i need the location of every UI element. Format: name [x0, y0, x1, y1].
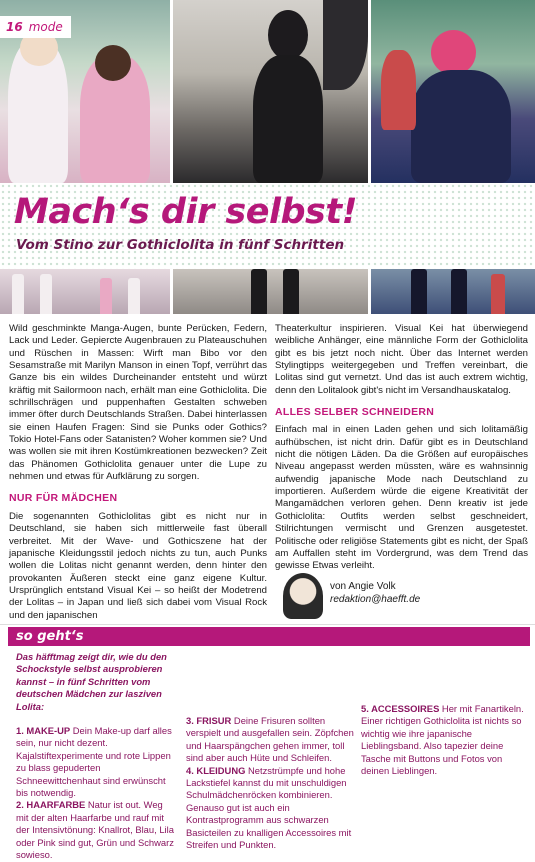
subheadline: Vom Stino zur Gothiclolita in fünf Schritten [16, 237, 345, 253]
box-title: so geht‘s [16, 629, 84, 644]
photo-strip-right [371, 269, 535, 314]
section-heading: NUR FÜR MÄDCHEN [9, 492, 118, 505]
article-column-left [9, 323, 267, 622]
author-photo [283, 573, 323, 619]
article-column-right [275, 323, 528, 573]
box-column-3 [361, 651, 529, 777]
page-number: 16 [6, 20, 23, 34]
article-paragraph: Die sogenannten Gothiclolitas gibt es nicht nur in Deutschland, sie haben sich mittlerweile fast überall verbreitet. Mit der Wave- und Gothicszene hat der japanische Kleidungsstil jedoch nichts zu tun, auch Punks wollen die Lolitas nicht genannt werden, denn hinter den provokanten Äußeren steckt eine ganz eigene Kultur. Ursprünglich entstand Visual Kei – so heißt der Modetrend der Lolitas – in Japan und ließ sich dabei vom Visual Rock und den japanischen [9, 510, 267, 621]
box-title-bar [8, 627, 530, 646]
headline: Mach‘s dir selbst! [14, 192, 358, 232]
article-paragraph: Einfach mal in einen Laden gehen und sich lolitamäßig aufhübschen, ist nicht drin. Dafür gibt es in Deutschland nicht die nötigen Läden. Da die Größen auf europäisches Niveau angepasst werden müssten, wäre es wahnsinnig aufwendig japanische Mode nach Deutschland zu importieren. Außerdem würde die eigene Kreativität der Mangamädchen verloren gehen. Denn kreativ ist jede Gothiclolita: Outfits werden selbst geschneidert, Stilrichtungen vermischt und Grenzen ausgetestet. Politische oder religiöse Statements gibt es nicht, der Spaß am Auffallen steht im Vordergrund, was dem Trend das gewisse Etwas verleiht. [275, 424, 528, 572]
step-makeup: 1. MAKE-UP Dein Make-up darf alles sein, nur nicht dezent. Kajalstiftexperimente und rote Lippen zu blass gepuderten Schneewittchenhaut sind erwünscht bis notwendig. [16, 725, 172, 799]
author-byline [283, 573, 528, 621]
section-label: mode [28, 20, 63, 34]
step-kleidung: 4. KLEIDUNG Netzstrümpfe und hohe Lackstiefel kannst du mit unschuldigen Schulmädchenröcken kombinieren. Genauso gut ist auch ein Kontrastprogramm aus schwarzen Basicteilen zu knalligen Accessoires mit Streifen und Punkten. [186, 764, 352, 851]
step-haarfarbe-start: 2. HAARFARBE Natur ist out. Weg mit der alten Haarfarbe und rauf mit der Intensivtönung: Knallrot, Blau, Lila oder Pink sind gut, Grün und Schwarz sowieso. [16, 799, 174, 861]
step-accessoires: 5. ACCESSOIRES Her mit Fanartikeln. Einer richtigen Gothiclolita ist nichts so wichtig wie ihre japanische Lieblingsband. Also tapezier deine Tasche mit Buttons und Fotos von deinen Lieblingen. [361, 703, 524, 777]
author-name: von Angie Volk [330, 581, 396, 592]
page-number-tag [0, 16, 71, 38]
photo-strip-middle [173, 269, 368, 314]
article-paragraph: Theaterkultur inspirieren. Visual Kei hat überwiegend weibliche Anhänger, eine männliche Form der Gothiclolita gibt es bis jetzt noch nicht. Über das Internet werden Stylingtipps weitergegeben und Treffen vereinbart, die Lolitas sind gut vernetzt. Und das ist auch extrem wichtig, denn den Lolitalook gibt's nicht im Versandhauskatalog. [275, 323, 528, 396]
author-email[interactable]: redaktion@haefft.de [330, 594, 421, 605]
photo-gothic-lolita-umbrella [173, 0, 368, 183]
article-paragraph: Wild geschminkte Manga-Augen, bunte Perücken, Federn, Lack und Leder. Gepiercte Augenbrauen zu Plateauschuhen und Rüschen in Massen: Wirft man Bibo vor den Sesamstraße mit Marilyn Manson in einen Topf, verrührt das Ganze bis ein wildes Durcheinander entsteht und würzt kräftig mit Sailormoon nach, erhält man eine Gothiclolita. Die schrillschrägen und puppenhaften Gestalten schweben immer öfter durch Deutschlands Straßen. Dabei hinterlassen sie einen Haufen Fragen: Sind sie Punks oder Gothics? Tokio Hotel-Fans oder Satanisten? Woher kommen sie? Und was wollen sie mit ihren Kostümkreationen bezwecken? Zeit das Phänomen Gothiclolita genauer unter die Lupe zu nehmen und etwas für Aufklärung zu sorgen. [9, 323, 267, 483]
box-intro: Das häfftmag zeigt dir, wie du den Schockstyle selbst ausprobieren kannst – in fünf Schritten vom deutschen Mädchen zur lasziven Lolita: [16, 651, 167, 712]
photo-colorful-hair-couple [371, 0, 535, 183]
step-frisur: 3. FRISUR Deine Frisuren sollten verspielt und ausgefallen sein. Zöpfchen und Haarspängchen gehen immer, toll sind aber auch Hüte und Schleifen. [186, 715, 354, 764]
section-heading: ALLES SELBER SCHNEIDERN [275, 406, 435, 419]
photo-strip-left [0, 269, 170, 314]
box-column-2 [186, 651, 354, 851]
box-column-1 [16, 651, 176, 862]
